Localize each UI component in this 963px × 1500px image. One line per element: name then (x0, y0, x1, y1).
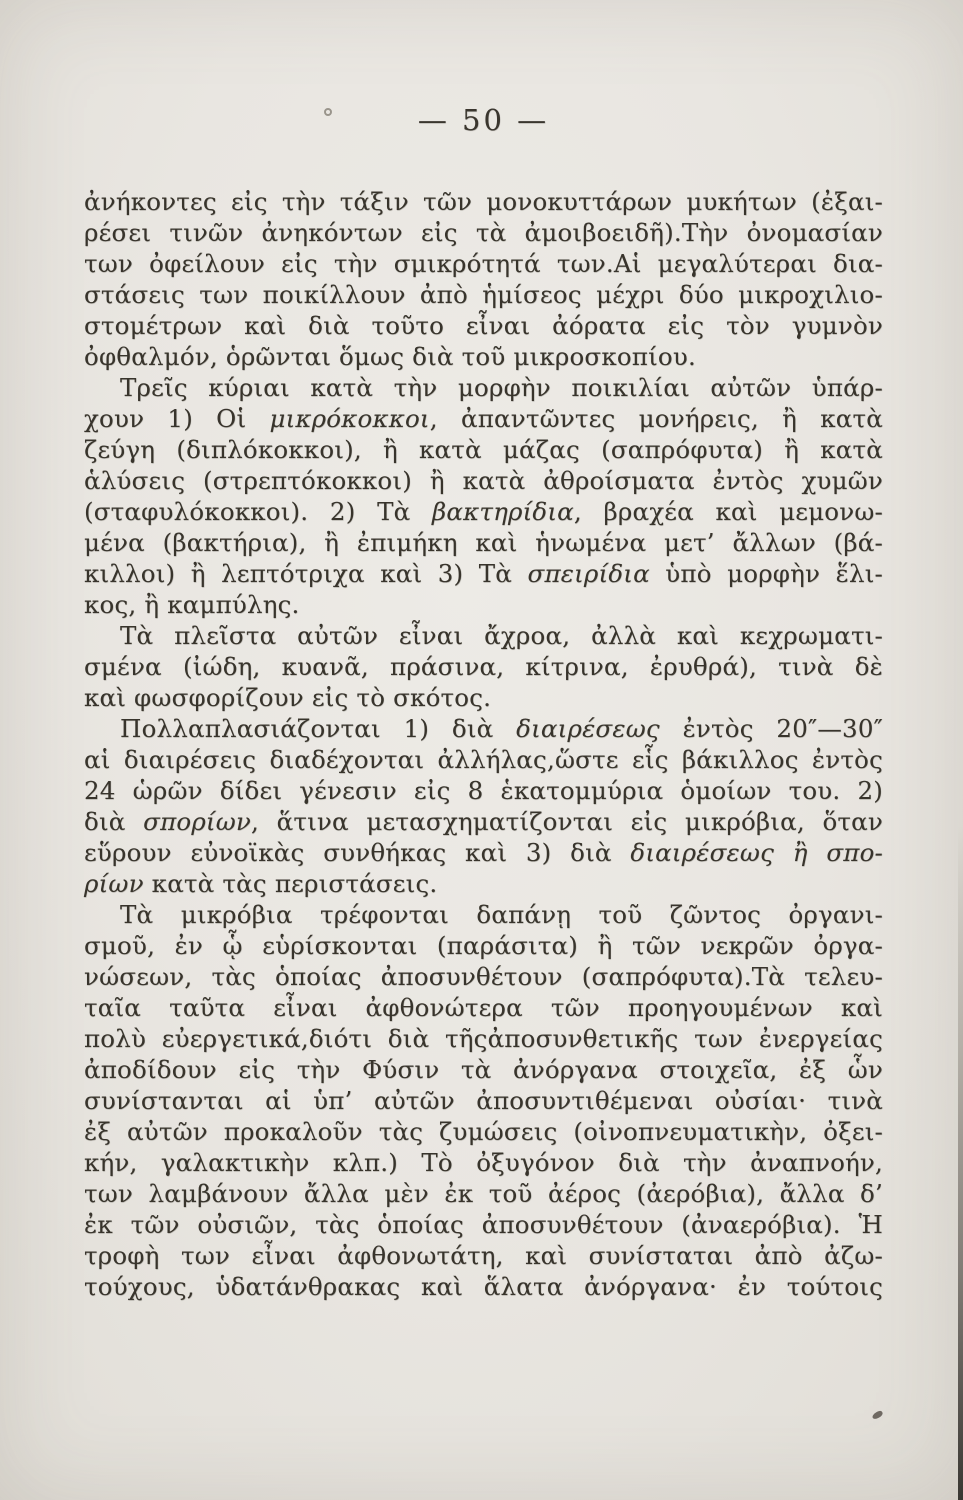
text-segment: χουν 1) Οἱ (84, 404, 270, 433)
emphasized-term: διαιρέσεως (516, 714, 660, 743)
page-number: — 50 — (417, 103, 550, 137)
text-line (84, 1147, 883, 1178)
text-line (84, 806, 883, 837)
text-line (84, 992, 883, 1023)
text-line (84, 961, 883, 992)
emphasized-term: διαιρέσεως ἢ σπο- (630, 838, 884, 867)
text-segment: Τρεῖς κύριαι κατὰ τὴν μορφὴν ποικιλίαι αὐτῶν ὑπάρ- (120, 373, 883, 402)
text-line (84, 403, 883, 434)
text-segment: τούχους, ὑδατάνθρακας καὶ ἅλατα ἀνόργανα· ἐν τούτοις (84, 1272, 883, 1301)
text-segment: 24 ὡρῶν δίδει γένεσιν εἰς 8 ἑκατομμύρια ὁμοίων του. 2) (84, 776, 883, 805)
emphasized-term: σπειρίδια (527, 559, 650, 588)
text-segment: κατὰ τὰς περιστάσεις. (143, 869, 438, 898)
text-segment: μένα (βακτήρια), ἢ ἐπιμήκη καὶ ἡνωμένα μετ’ ἄλλων (βά- (84, 528, 883, 557)
text-segment: (σταφυλόκοκκοι). 2) Τὰ (84, 497, 432, 526)
text-segment: σμοῦ, ἐν ᾧ εὑρίσκονται (παράσιτα) ἢ τῶν νεκρῶν ὀργα- (84, 931, 883, 960)
page-edge-shadow (958, 0, 963, 1500)
text-line (84, 775, 883, 806)
text-line (84, 1023, 883, 1054)
text-segment: των ὀφείλουν εἰς τὴν σμικρότητά των.Αἱ μεγαλύτεραι δια- (84, 249, 883, 278)
text-segment: αἱ διαιρέσεις διαδέχονται ἀλλήλας,ὥστε εἷς βάκιλλος ἐντὸς (84, 745, 883, 774)
text-segment: διὰ (84, 807, 144, 836)
text-segment: ἐκ τῶν οὐσιῶν, τὰς ὁποίας ἀποσυνθέτουν (ἀναερόβια). Ἡ (84, 1210, 883, 1239)
text-line (84, 713, 883, 744)
text-segment: Πολλαπλασιάζονται 1) διὰ (120, 714, 517, 743)
text-segment: ρέσει τινῶν ἀνηκόντων εἰς τὰ ἀμοιβοειδῆ).Τὴν ὀνομασίαν (84, 218, 883, 247)
text-segment: ἀποδίδουν εἰς τὴν Φύσιν τὰ ἀνόργανα στοιχεῖα, ἐξ ὧν (84, 1055, 883, 1084)
text-line (84, 527, 883, 558)
text-line (84, 1085, 883, 1116)
text-line (84, 465, 883, 496)
text-segment: Τὰ πλεῖστα αὐτῶν εἶναι ἄχροα, ἀλλὰ καὶ κεχρωματι- (120, 621, 883, 650)
ink-speck (871, 1410, 884, 1420)
text-segment: , ἅτινα μετασχηματίζονται εἰς μικρόβια, ὅταν (251, 807, 883, 836)
text-segment: καὶ φωσφορίζουν εἰς τὸ σκότος. (84, 683, 492, 712)
text-line (84, 744, 883, 775)
page-text (84, 186, 883, 1302)
text-segment: ταῖα ταῦτα εἶναι ἀφθονώτερα τῶν προηγουμένων καὶ (84, 993, 883, 1022)
text-line (84, 1209, 883, 1240)
text-segment: κιλλοι) ἢ λεπτότριχα καὶ 3) Τὰ (84, 559, 528, 588)
text-line (84, 589, 883, 620)
text-line (84, 651, 883, 682)
ink-speck (324, 108, 332, 116)
emphasized-term: σπορίων (143, 807, 251, 836)
text-segment: πολὺ εὐεργετικά,διότι διὰ τῆςἀποσυνθετικῆς των ἐνεργείας (84, 1024, 883, 1053)
text-line (84, 279, 883, 310)
text-segment: ὑπὸ μορφὴν ἕλι- (649, 559, 883, 588)
text-segment: κος, ἢ καμπύλης. (84, 590, 300, 619)
text-segment: τροφὴ των εἶναι ἀφθονωτάτη, καὶ συνίσταται ἀπὸ ἀζω- (84, 1241, 883, 1270)
text-segment: συνίστανται αἱ ὑπ’ αὐτῶν ἀποσυντιθέμεναι οὐσίαι· τινὰ (84, 1086, 883, 1115)
text-segment: εὕρουν εὐνοϊκὰς συνθήκας καὶ 3) διὰ (84, 838, 631, 867)
text-segment: , ἀπαντῶντες μονήρεις, ἢ κατὰ (429, 404, 883, 433)
text-line (84, 310, 883, 341)
text-segment: ἁλύσεις (στρεπτόκοκκοι) ἢ κατὰ ἀθροίσματα ἐντὸς χυμῶν (84, 466, 883, 495)
text-line (84, 496, 883, 527)
text-line (84, 620, 883, 651)
text-line (84, 930, 883, 961)
text-line (84, 1178, 883, 1209)
text-segment: κήν, γαλακτικὴν κλπ.) Τὸ ὀξυγόνον διὰ τὴν ἀναπνοήν, (84, 1148, 883, 1177)
emphasized-term: μικρόκοκκοι (269, 404, 430, 433)
text-line (84, 1271, 883, 1302)
text-line (84, 434, 883, 465)
text-segment: ἐντὸς 20″—30″ (659, 714, 883, 743)
text-line (84, 837, 883, 868)
text-line (84, 186, 883, 217)
text-segment: στάσεις των ποικίλλουν ἀπὸ ἡμίσεος μέχρι δύο μικροχιλιο- (84, 280, 883, 309)
text-segment: των λαμβάνουν ἄλλα μὲν ἐκ τοῦ ἀέρος (ἀερόβια), ἄλλα δ’ (84, 1179, 883, 1208)
text-line (84, 1054, 883, 1085)
text-line (84, 248, 883, 279)
text-segment: ὀφθαλμόν, ὁρῶνται ὅμως διὰ τοῦ μικροσκοπίου. (84, 342, 696, 371)
text-segment: στομέτρων καὶ διὰ τοῦτο εἶναι ἀόρατα εἰς τὸν γυμνὸν (84, 311, 883, 340)
text-line (84, 682, 883, 713)
emphasized-term: ρίων (84, 869, 144, 898)
emphasized-term: βακτηρίδια (431, 497, 574, 526)
text-segment: , βραχέα καὶ μεμονω- (573, 497, 884, 526)
text-segment: Τὰ μικρόβια τρέφονται δαπάνῃ τοῦ ζῶντος ὀργανι- (120, 900, 883, 929)
text-line (84, 341, 883, 372)
text-segment: νώσεων, τὰς ὁποίας ἀποσυνθέτουν (σαπρόφυτα).Τὰ τελευ- (84, 962, 883, 991)
text-line (84, 372, 883, 403)
text-segment: ἐξ αὐτῶν προκαλοῦν τὰς ζυμώσεις (οἰνοπνευματικὴν, ὀξει- (84, 1117, 883, 1146)
text-line (84, 868, 883, 899)
text-line (84, 558, 883, 589)
text-segment: σμένα (ἰώδη, κυανᾶ, πράσινα, κίτρινα, ἐρυθρά), τινὰ δὲ (84, 652, 883, 681)
text-segment: ἀνήκοντες εἰς τὴν τάξιν τῶν μονοκυττάρων μυκήτων (ἐξαι- (84, 187, 883, 216)
text-line (84, 1116, 883, 1147)
text-line (84, 899, 883, 930)
text-line (84, 217, 883, 248)
text-line (84, 1240, 883, 1271)
text-segment: ζεύγη (διπλόκοκκοι), ἢ κατὰ μάζας (σαπρόφυτα) ἢ κατὰ (84, 435, 883, 464)
